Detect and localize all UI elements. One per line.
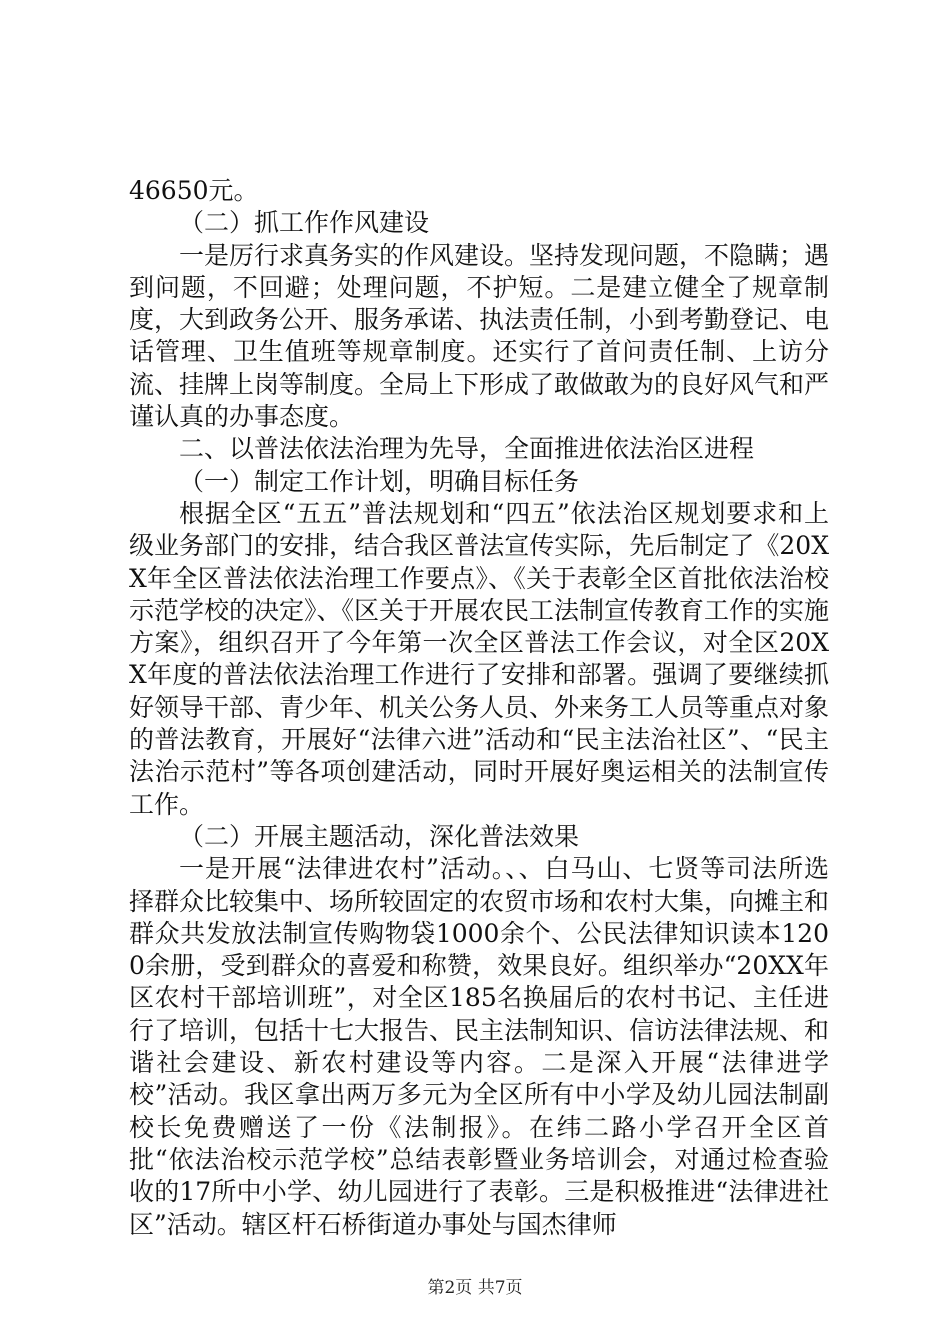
- paragraph-work-plan-details: 根据全区“五五”普法规划和“四五”依法治区规划要求和上级业务部门的安排，结合我区普法宣传实际，先后制定了《20XX年全区普法依法治理工作要点》、《关于表彰全区首批依法治校示范学校的决定》、《区关于开展农民工法制宣传教育工作的实施方案》，组织召开了今年第一次全区普法工作会议，对全区20XX年度的普法依法治理工作进行了安排和部署。强调了要继续抓好领导干部、青少年、机关公务人员、外来务工人员等重点对象的普法教育，开展好“法律六进”活动和“民主法治社区”、“民主法治示范村”等各项创建活动，同时开展好奥运相关的法制宣传工作。: [129, 498, 830, 819]
- heading-theme-activities: （二）开展主题活动，深化普法效果: [179, 821, 580, 851]
- paragraph-theme-activities-details: 一是开展“法律进农村”活动。、、白马山、七贤等司法所选择群众比较集中、场所较固定的农贸市场和农村大集，向摊主和群众共发放法制宣传购物袋1000余个、公民法律知识读本1200余册，受到群众的喜爱和称赞，效果良好。组织举办“20XX年区农村干部培训班”，对全区185名换届后的农村书记、主任进行了培训，包括十七大报告、民主法制知识、信访法律法规、和谐社会建设、新农村建设等内容。二是深入开展“法律进学校”活动。我区拿出两万多元为全区所有中小学及幼儿园法制副校长免费赠送了一份《法制报》。在纬二路小学召开全区首批“依法治校示范学校”总结表彰暨业务培训会，对通过检查验收的17所中小学、幼儿园进行了表彰。三是积极推进“法律进社区”活动。辖区杆石桥街道办事处与国杰律师: [129, 854, 830, 1239]
- heading-section-two: 二、以普法依法治理为先导，全面推进依法治区进程: [179, 434, 755, 464]
- heading-work-plan: （一）制定工作计划，明确目标任务: [179, 466, 580, 496]
- document-body: [129, 175, 829, 1241]
- paragraph-work-style-details: 一是厉行求真务实的作风建设。坚持发现问题，不隐瞒；遇到问题，不回避；处理问题，不护短。二是建立健全了规章制度，大到政务公开、服务承诺、执法责任制，小到考勤登记、电话管理、卫生值班等规章制度。还实行了首问责任制、上访分流、挂牌上岗等制度。全局上下形成了敢做敢为的良好风气和严谨认真的办事态度。: [129, 240, 830, 432]
- heading-work-style: （二）抓工作作风建设: [179, 208, 430, 238]
- page-indicator: 第2页 共7页: [427, 1278, 523, 1298]
- paragraph-amount-line: 46650元。: [129, 176, 259, 205]
